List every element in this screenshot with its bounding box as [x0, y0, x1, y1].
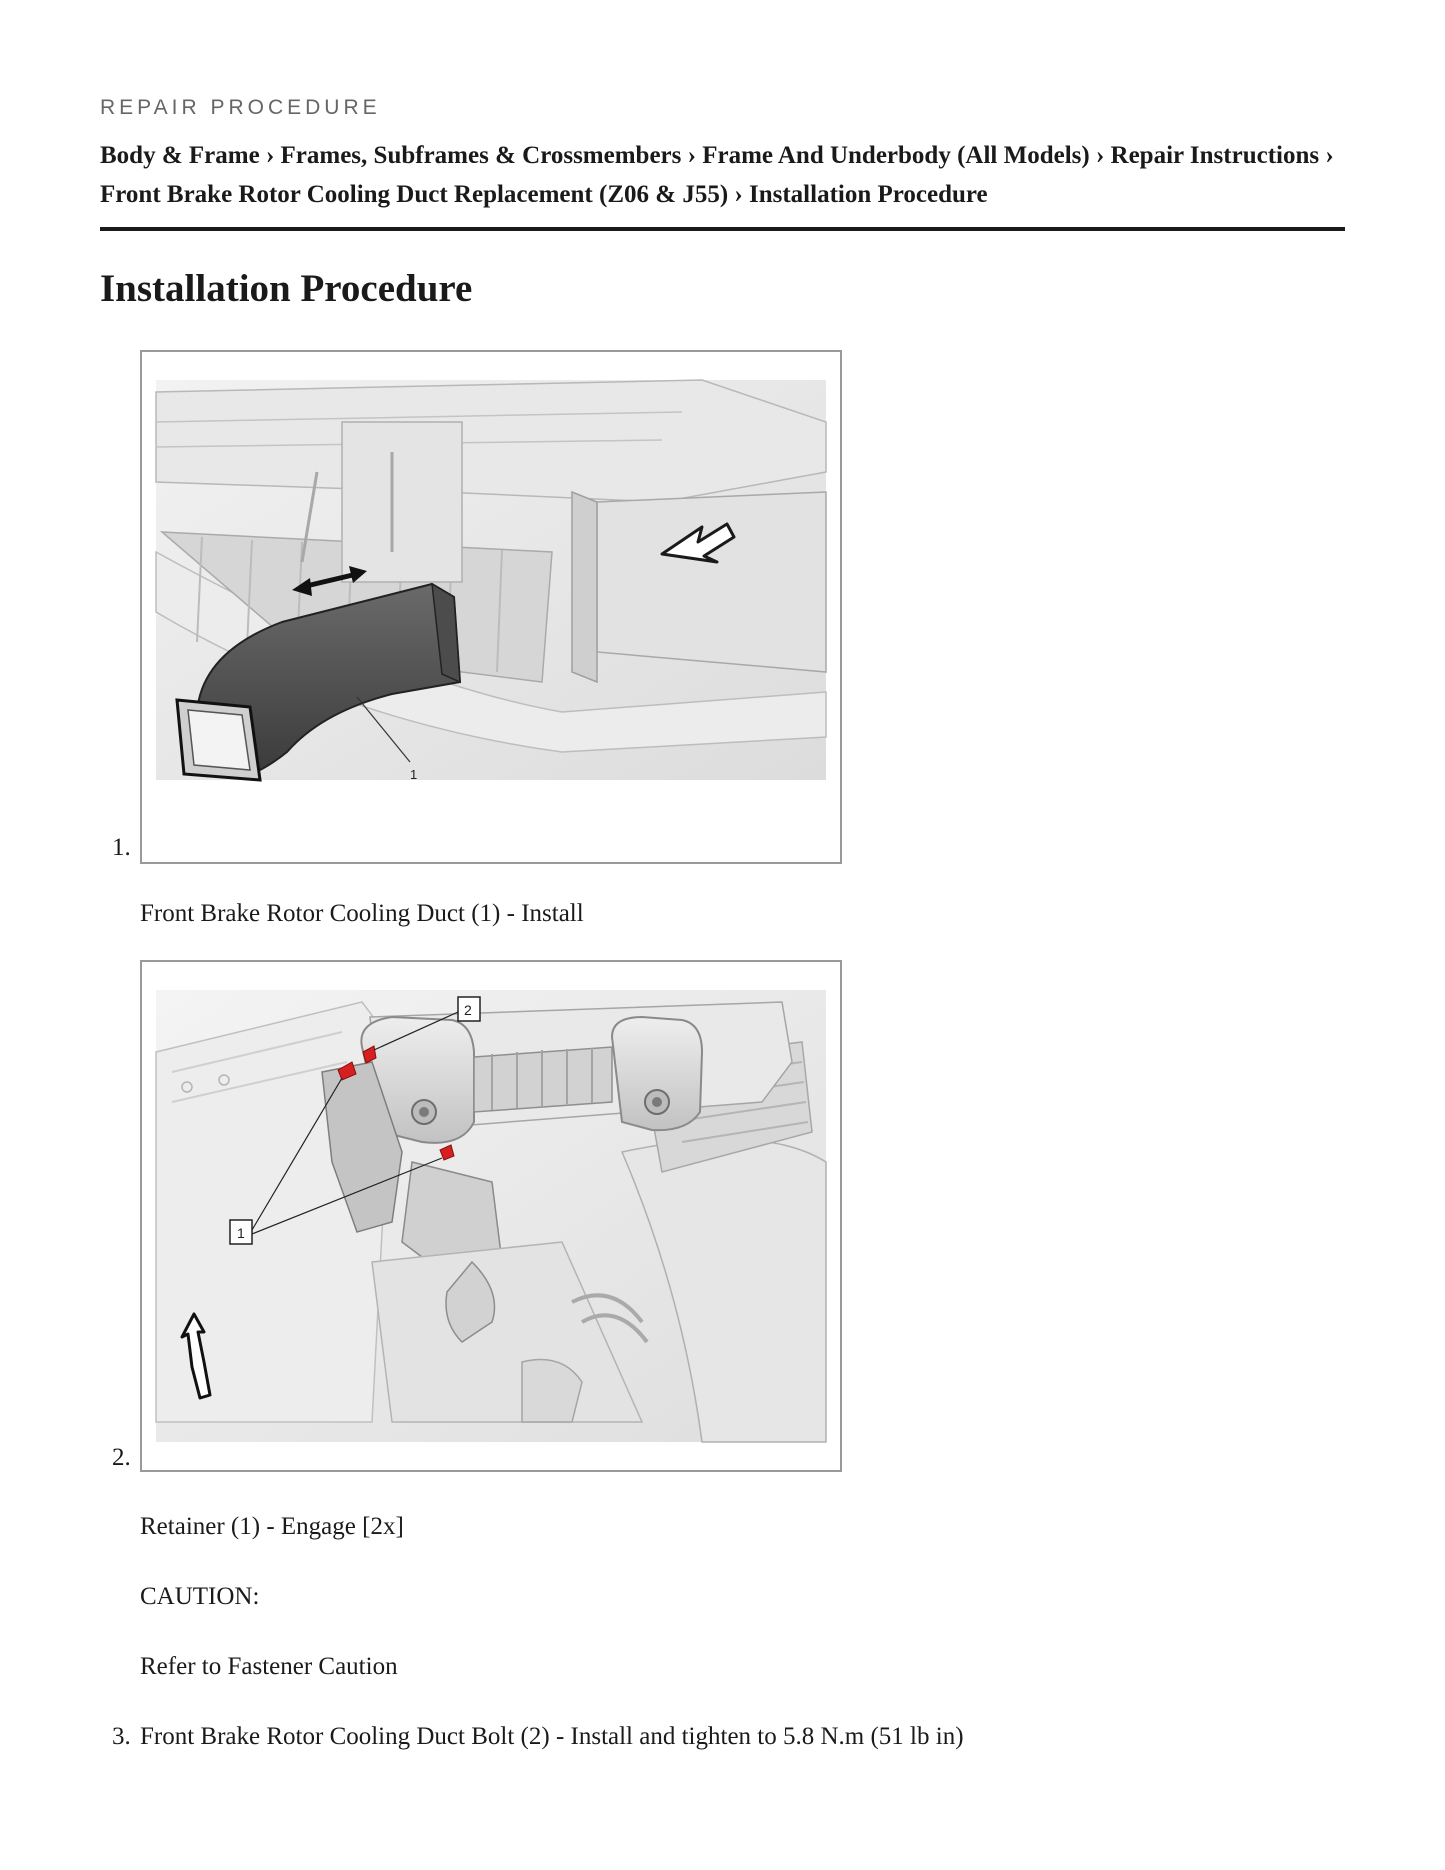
breadcrumb: Body & Frame › Frames, Subframes & Crossmembers › Frame And Underbody (All Models) › Repair Instructions › Front Brake Rotor Cooling Duct Replacement (Z06 & J55) › Installation Procedure [100, 142, 1334, 208]
caution-label: CAUTION: [140, 1583, 260, 1610]
step-2-number: 2. [112, 1444, 131, 1471]
step-2-text: Retainer (1) - Engage [2x] [140, 1513, 404, 1540]
figure-2-callout-2: 2 [464, 1002, 472, 1018]
step-3-number: 3. [112, 1723, 131, 1750]
page-title: Installation Procedure [100, 267, 473, 310]
step-1-text: Front Brake Rotor Cooling Duct (1) - Install [140, 900, 584, 927]
step-2-figure [140, 960, 842, 1472]
figure-1-callout-1: 1 [410, 767, 418, 782]
caution-text: Refer to Fastener Caution [140, 1653, 398, 1680]
retainer-bolt-illustration [142, 962, 840, 1470]
header-divider [100, 227, 1345, 231]
section-kicker: REPAIR PROCEDURE [100, 96, 381, 119]
step-1-number: 1. [112, 834, 131, 861]
cooling-duct-illustration [142, 352, 840, 862]
step-1-figure [140, 350, 842, 864]
figure-2-callout-1: 1 [237, 1225, 245, 1241]
step-3-text: Front Brake Rotor Cooling Duct Bolt (2) - Install and tighten to 5.8 N.m (51 lb in) [140, 1723, 964, 1750]
